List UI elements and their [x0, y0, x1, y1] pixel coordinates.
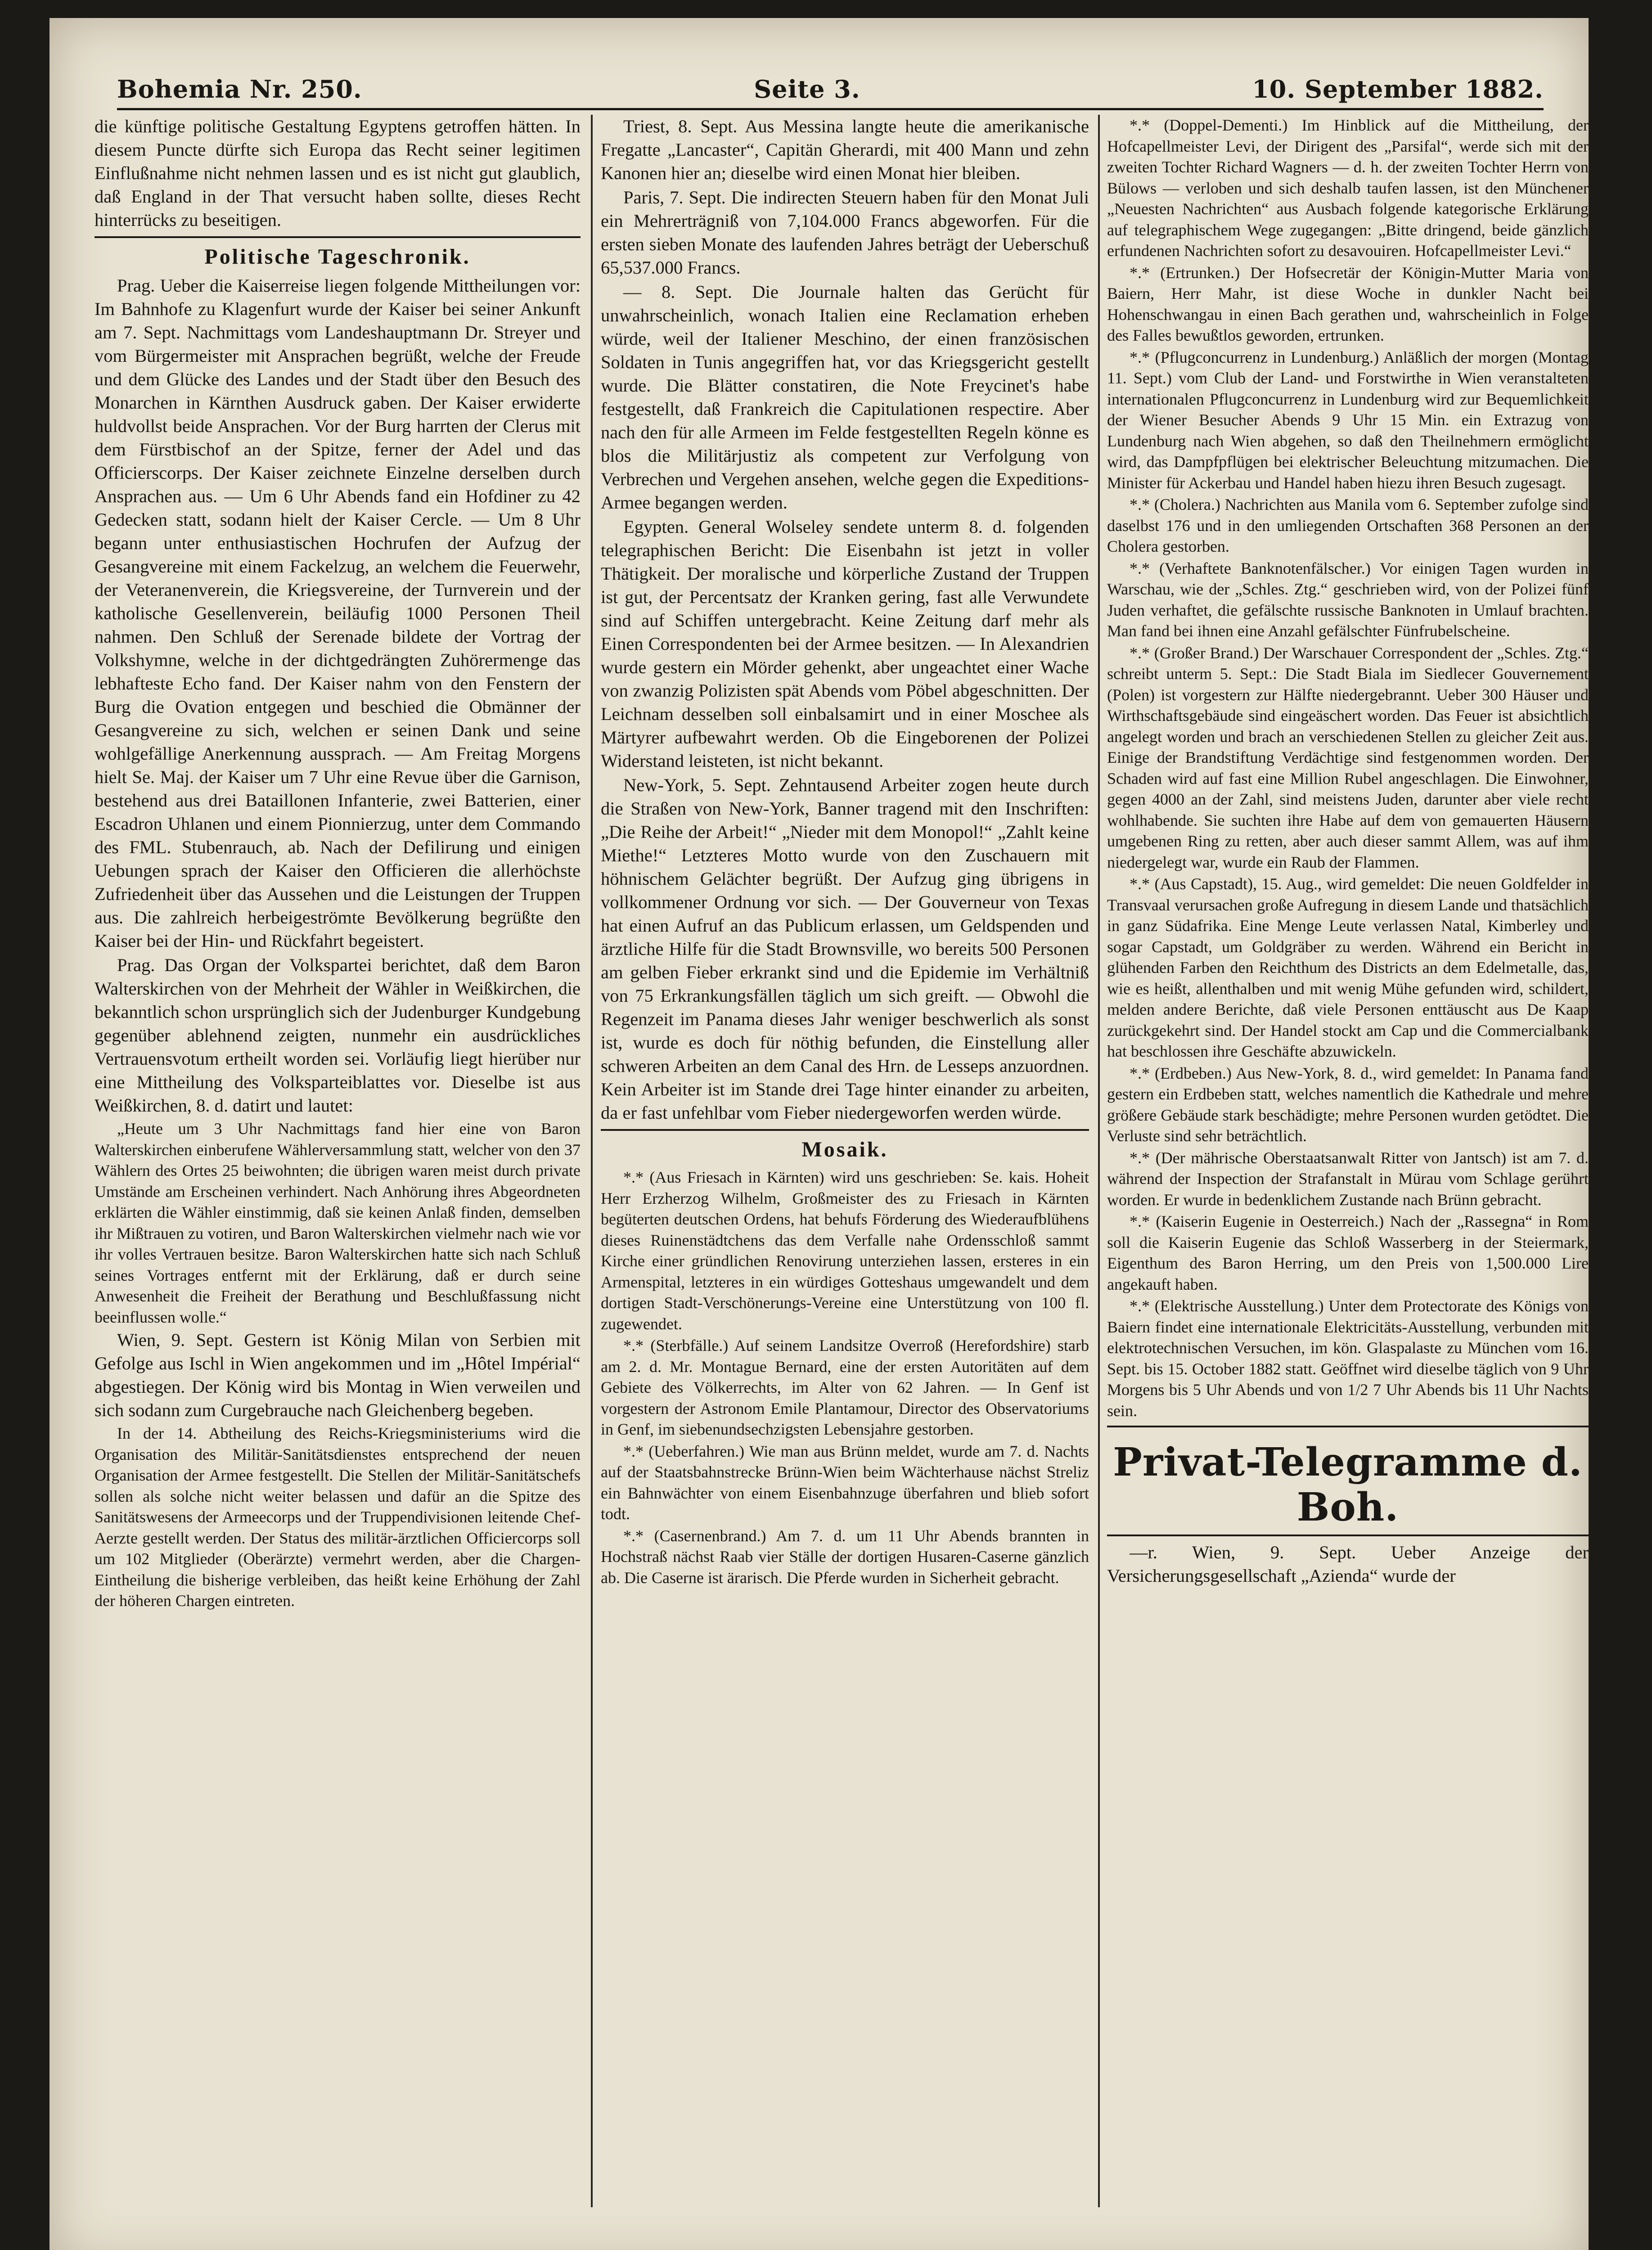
article-paragraph: Prag. Das Organ der Volkspartei berichtet, daß dem Baron Walterskirchen von der Mehrheit der Wähler in Weißkirchen, die bekanntlich schon ursprünglich sich der Judenburger Kundgebung gegenüber ablehnend zeigten, nunmehr ein ausdrückliches Vertrauensvotum ertheilt worden sei. Vorläufig liegt hierüber nur eine Mittheilung des Volksparteiblattes vor. Dieselbe ist aus Weißkirchen, 8. d. datirt und lautet: — [95, 955, 581, 1116]
article-paragraph: Wien, 9. Sept. Gestern ist König Milan von Serbien mit Gefolge aus Ischl in Wien angekommen und im „Hôtel Impérial“ abgestiegen. Der König wird bis Montag in Wien verweilen und sich sodann zum Curgebrauche nach Gleichenberg begeben. — [95, 1330, 581, 1420]
mosaik-item: *.* (Doppel-Dementi.) Im Hinblick auf die Mittheilung, der Hofcapellmeister Levi, der Dirigent des „Parsifal“, werde sich mit der zweiten Tochter Richard Wagners — d. h. der zweiten Tochter Herrn von Bülows — verloben und sich deshalb taufen lassen, ist den Münchener „Neuesten Nachrichten“ aus Ausbach folgende kategorische Erklärung auf telegraphischem Wege zugegangen: „Bitte dringend, beide gänzlich erfundenen Nachrichten sofort zu desavouiren. Hofcapellmeister Levi.“ — [1107, 116, 1589, 260]
mosaik-item: *.* (Ertrunken.) Der Hofsecretär der Königin-Mutter Maria von Baiern, Herr Mahr, ist diese Woche in dunkler Nacht bei Hohenschwangau in einen Bach gerathen und, wahrscheinlich in Folge des Falles bewußtlos geworden, ertrunken. — [1107, 263, 1589, 344]
header-date: 10. September 1882. — [1252, 75, 1544, 104]
mosaik-item: *.* (Aus Capstadt), 15. Aug., wird gemeldet: Die neuen Goldfelder in Transvaal verursachen große Aufregung in diesem Lande und thatsächlich in ganz Südafrika. Eine Menge Leute verlassen Natal, Kimberley und sogar Capstadt, um Goldgräber zu werden. Während ein Bericht in glühenden Farben den Reichthum des Districts an dem Edelmetalle, das, wie es heißt, allenthalben und mit wenig Mühe gefunden wird, schildert, melden andere Berichte, daß viele Personen enttäuscht aus De Kaap zurückgekehrt sind. Der Handel stockt am Cap und die Commercialbank hat beschlossen ihre Geschäfte abzuwickeln. — [1107, 875, 1589, 1060]
mosaik-item: *.* (Sterbfälle.) Auf seinem Landsitze Overroß (Herefordshire) starb am 2. d. Mr. Montague Bernard, eine der ersten Autoritäten auf dem Gebiete des Völkerrechts, im Alter von 62 Jahren. — In Genf ist vorgestern der Astronom Emile Plantamour, Director des Observatoriums in Genf, im siebenundsechzigsten Lebensjahre gestorben. — [601, 1336, 1089, 1438]
article-paragraph: In der 14. Abtheilung des Reichs-Kriegsministeriums wird die Organisation des Militär-Sanitätsdienstes entsprechend der neuen Organisation der Armee festgestellt. Die Stellen der Militär-Sanitätschefs sollen als solche nicht weiter belassen und dafür an die Spitze des Sanitätswesens der Armeecorps und der Truppendivisionen leitende Chef-Aerzte gestellt werden. Der Status des militär-ärztlichen Officiercorps soll um 102 Mitglieder (Oberärzte) vermehrt werden, aber die Chargen-Eintheilung die bisherige verbleiben, das heißt keine Erhöhung der Zahl der höheren Chargen eintreten. — [95, 1424, 581, 1610]
section-divider — [95, 236, 581, 238]
article-paragraph: — 8. Sept. Die Journale halten das Gerücht für unwahrscheinlich, wonach Italien eine Reclamation erheben würde, weil der Italiener Meschino, der einen französischen Soldaten in Tunis angegriffen hat, vor das Kriegsgericht gestellt wurde. Die Blätter constatiren, die Note Freycinet's habe festgestellt, daß Frankreich die Capitulationen respectire. Aber nach den für alle Armeen im Felde festgestellten Regeln könne es blos die Militärjustiz als competent zur Verfolgung von Verbrechen und Vergehen ansehen, welche gegen die Expeditions-Armee begangen werden. — [601, 282, 1089, 513]
mosaik-item: *.* (Pflugconcurrenz in Lundenburg.) Anläßlich der morgen (Montag 11. Sept.) vom Club der Land- und Forstwirthe in Wien veranstalteten internationalen Pflugconcurrenz in Lundenburg wird zur Bequemlichkeit der Wiener Besucher Abends 9 Uhr 15 Min. ein Extrazug von Lundenburg nach Wien abgehen, so daß den Theilnehmern ermöglicht wird, das Dampfpflügen bei elektrischer Beleuchtung mitzumachen. Die Minister für Ackerbau und Handel haben hiezu ihren Besuch zugesagt. — [1107, 348, 1589, 492]
article-continuation: die künftige politische Gestaltung Egyptens getroffen hätten. In diesem Puncte dürfte sich Europa das Recht seiner legitimen Einflußnahme nicht nehmen lassen und es ist nicht gut glaublich, daß England in der That versucht haben sollte, dieses Recht hinterrücks zu beseitigen. — [95, 116, 581, 230]
header-issue: Bohemia Nr. 250. — [117, 75, 362, 104]
column-divider — [1098, 115, 1100, 2207]
newspaper-page — [50, 18, 1589, 2250]
section-title-politische-tageschronik: Politische Tageschronik. — [204, 245, 471, 269]
header-page-number: Seite 3. — [754, 75, 860, 104]
column-2 — [601, 115, 1089, 2212]
telegram-item: —r. Wien, 9. Sept. Ueber Anzeige der Versicherungsgesellschaft „Azienda“ wurde der — [1107, 1542, 1589, 1586]
mosaik-item: *.* (Erdbeben.) Aus New-York, 8. d., wird gemeldet: In Panama fand gestern ein Erdbeben statt, welches namentlich die Kathedrale und mehre größere Gebäude stark beschädigte; mehre Personen wurden getödtet. Die Verluste sind sehr beträchtlich. — [1107, 1064, 1589, 1145]
mosaik-item: *.* (Aus Friesach in Kärnten) wird uns geschrieben: Se. kais. Hoheit Herr Erzherzog Wilhelm, Großmeister des zu Friesach in Kärnten begüterten deutschen Ordens, hat behufs Förderung des Wiederaufblühens dieses Ruinenstädtchens das dem Verfalle nahe Ordensschloß sammt Kirche einer gründlichen Renovirung unterziehen lassen, ersteres in ein Armenspital, letzteres in ein würdiges Gotteshaus umgewandelt und dem dortigen Stadt-Verschönerungs-Vereine eine Unterstützung von 100 fl. zugewendet. — [601, 1168, 1089, 1333]
mosaik-item: *.* (Ueberfahren.) Wie man aus Brünn meldet, wurde am 7. d. Nachts auf der Staatsbahnstrecke Brünn-Wien beim Wächterhause nächst Streliz ein Bahnwächter von einem Eisenbahnzuge überfahren und blieb sofort todt. — [601, 1442, 1089, 1523]
section-title-mosaik: Mosaik. — [801, 1138, 888, 1161]
article-quote: „Heute um 3 Uhr Nachmittags fand hier eine von Baron Walterskirchen einberufene Wählerversammlung statt, welcher von den 37 Wählern des Ortes 25 beiwohnten; die übrigen waren meist durch private Umstände am Erscheinen verhindert. Nach Anhörung ihres Abgeordneten erklärten die Wähler einstimmig, daß sie keinen Anlaß finden, demselben ihr Mißtrauen zu votiren, und Baron Walterskirchen vielmehr nach wie vor ihr volles Vertrauen besitze. Baron Walterskirchen hatte sich nach Schluß seines Vortrages entfernt mit der Erklärung, daß er durch seine Anwesenheit die Freiheit der Berathung und Beschlußfassung nicht beeinflussen wolle.“ — [95, 1120, 581, 1326]
section-divider — [1107, 1534, 1589, 1536]
mosaik-item: *.* (Der mährische Oberstaatsanwalt Ritter von Jantsch) ist am 7. d. während der Inspection der Strafanstalt in Mürau vom Schlage gerührt worden. Er wurde in bedenklichem Zustande nach Brünn gebracht. — [1107, 1148, 1589, 1209]
page-header — [117, 50, 1544, 110]
mosaik-item: *.* (Elektrische Ausstellung.) Unter dem Protectorate des Königs von Baiern findet eine internationale Elektricitäts-Ausstellung, verbunden mit elektrotechnischen Versuchen, im kön. Glaspalaste zu München vom 16. Sept. bis 15. October 1882 statt. Geöffnet wird dieselbe täglich von 9 Uhr Morgens bis 5 Uhr Abends und von 1/2 7 Uhr Abends bis 11 Uhr Nachts sein. — [1107, 1297, 1589, 1420]
mosaik-item: *.* (Verhaftete Banknotenfälscher.) Vor einigen Tagen wurden in Warschau, wie der „Schles. Ztg.“ geschrieben wird, von der Polizei fünf Juden verhaftet, die gefälschte russische Banknoten in Umlauf brachten. Man fand bei ihnen eine Anzahl gefälschter Fünfrubelscheine. — [1107, 559, 1589, 640]
mosaik-item: *.* (Kaiserin Eugenie in Oesterreich.) Nach der „Rassegna“ in Rom soll die Kaiserin Eugenie das Schloß Wasserberg in der Steiermark, Eigenthum des Baron Herring, um den Preis von 1,500.000 Lire angekauft haben. — [1107, 1212, 1589, 1293]
section-divider — [601, 1129, 1089, 1131]
article-paragraph: Paris, 7. Sept. Die indirecten Steuern haben für den Monat Juli ein Mehrerträgniß von 7,104.000 Francs abgeworfen. Für die ersten sieben Monate des laufenden Jahres beträgt der Ueberschuß 65,537.000 Francs. — [601, 187, 1089, 278]
mosaik-item: *.* (Cholera.) Nachrichten aus Manila vom 6. September zufolge sind daselbst 176 und in den umliegenden Ortschaften 368 Personen an der Cholera gestorben. — [1107, 495, 1589, 555]
mosaik-item: *.* (Großer Brand.) Der Warschauer Correspondent der „Schles. Ztg.“ schreibt unterm 5. Sept.: Die Stadt Biala im Siedlecer Gouvernement (Polen) ist vorgestern zur Hälfte niedergebrannt. Ueber 300 Häuser und Wirthschaftsgebäude sind eingeäschert worden. Das Feuer ist absichtlich angelegt worden und brach an verschiedenen Stellen zu gleicher Zeit aus. Einige der Brandstiftung Verdächtige sind festgenommen worden. Der Schaden wird auf fast eine Million Rubel angeschlagen. Die Einwohner, gegen 4000 an der Zahl, sind meistens Juden, darunter aber viele recht wohlhabende. Sie suchten ihre Habe auf dem von gemauerten Häusern umgebenen Ring zu retten, aber auch dieser sammt Allem, was auf ihm niedergelegt war, wurde ein Raub der Flammen. — [1107, 644, 1589, 871]
article-paragraph: Egypten. General Wolseley sendete unterm 8. d. folgenden telegraphischen Bericht: Die Eisenbahn ist jetzt in voller Thätigkeit. Der moralische und körperliche Zustand der Truppen ist gut, der Percentsatz der Kranken gering, fast alle Verwundete sind auf Schiffen untergebracht. Keine Zeitung darf mehr als Einen Correspondenten bei der Armee besitzen. — In Alexandrien wurde gestern ein Mörder gehenkt, aber ungeachtet einer Wache von zwanzig Polizisten spät Abends vom Pöbel abgeschnitten. Der Leichnam desselben soll einbalsamirt und in einer Moschee als Märtyrer aufbewahrt werden. Ob die Eingeborenen der Polizei Widerstand leisteten, ist nicht bekannt. — [601, 517, 1089, 771]
column-3 — [1107, 115, 1589, 2212]
mosaik-item: *.* (Casernenbrand.) Am 7. d. um 11 Uhr Abends brannten in Hochstraß nächst Raab vier Ställe der dortigen Husaren-Caserne gänzlich ab. Die Caserne ist ärarisch. Die Pferde wurden in Sicherheit gebracht. — [601, 1526, 1089, 1587]
column-1 — [95, 115, 581, 2212]
section-divider — [1107, 1426, 1589, 1427]
article-paragraph: New-York, 5. Sept. Zehntausend Arbeiter zogen heute durch die Straßen von New-York, Banner tragend mit den Inschriften: „Die Reihe der Arbeit!“ „Nieder mit dem Monopol!“ „Zahlt keine Miethe!“ Letzteres Motto wurde von den Zuschauern mit höhnischem Gelächter begrüßt. Der Aufzug ging übrigens in vollkommener Ordnung vor sich. — Der Gouverneur von Texas hat einen Aufruf an das Publicum erlassen, um Geldspenden und ärztliche Hilfe für die Stadt Brownsville, wo bereits 500 Personen am gelben Fieber erkrankt sind und die Epidemie im Verhältniß von 75 Erkrankungsfällen täglich um sich greift. — Obwohl die Regenzeit im Panama dieses Jahr weniger beschwerlich als sonst ist, wurde es doch für nöthig befunden, die Einstellung aller schweren Arbeiten an dem Canal des Hrn. de Lesseps anzuordnen. Kein Arbeiter ist im Stande drei Tage hinter einander zu arbeiten, da er fast unfehlbar vom Fieber niedergeworfen werden würde. — [601, 775, 1089, 1123]
column-divider — [591, 115, 593, 2207]
section-title-privat-telegramme: Privat-Telegramme d. Boh. — [1113, 1440, 1583, 1530]
article-paragraph: Triest, 8. Sept. Aus Messina langte heute die amerikanische Fregatte „Lancaster“, Capitän Gherardi, mit 400 Mann und zehn Kanonen hier an; dieselbe wird einen Monat hier bleiben. — [601, 116, 1089, 183]
article-paragraph: Prag. Ueber die Kaiserreise liegen folgende Mittheilungen vor: Im Bahnhofe zu Klagenfurt wurde der Kaiser bei seiner Ankunft am 7. Sept. Nachmittags vom Landeshauptmann Dr. Streyer und vom Bürgermeister mit Ansprachen begrüßt, welche der Freude und dem Glücke des Landes und der Stadt über den Besuch des Monarchen in Kärnthen Ausdruck gaben. Der Kaiser erwiderte huldvollst beide Ansprachen. Vor der Burg harrten der Clerus mit dem Fürstbischof an der Spitze, ferner der Adel und das Officierscorps. Der Kaiser zeichnete Einzelne derselben durch Ansprachen aus. — Um 6 Uhr Abends fand ein Hofdiner zu 42 Gedecken statt, sodann hielt der Kaiser Cercle. — Um 8 Uhr begann unter enthusiastischen Hochrufen der Aufzug der Gesangvereine mit einem Fackelzug, an welchem die Feuerwehr, der Veteranenverein, die Kriegsvereine, der Turnverein und der katholische Gesellenverein, beiläufig 1000 Personen Theil nahmen. Den Schluß der Serenade bildete der Vortrag der Volkshymne, welche in der dichtgedrängten Zuhörermenge das lebhafteste Echo fand. Der Kaiser nahm von den Fenstern der Burg die Ovation entgegen und beschied die Obmänner der Gesangvereine zu sich, welchen er seinen Dank und seine wohlgefällige Anerkennung aussprach. — Am Freitag Morgens hielt Se. Maj. der Kaiser um 7 Uhr eine Revue über die Garnison, bestehend aus drei Bataillonen Infanterie, zwei Batterien, einer Escadron Uhlanen und einem Pionnierzug, unter dem Commando des FML. Stubenrauch, ab. Nach der Defilirung und einigen Uebungen sprach der Kaiser den Officieren die allerhöchste Zufriedenheit über das Aussehen und die Leistungen der Truppen aus. Die zahlreich herbeigeströmte Bevölkerung begrüßte den Kaiser bei der Hin- und Rückfahrt begeistert. — [95, 275, 581, 951]
